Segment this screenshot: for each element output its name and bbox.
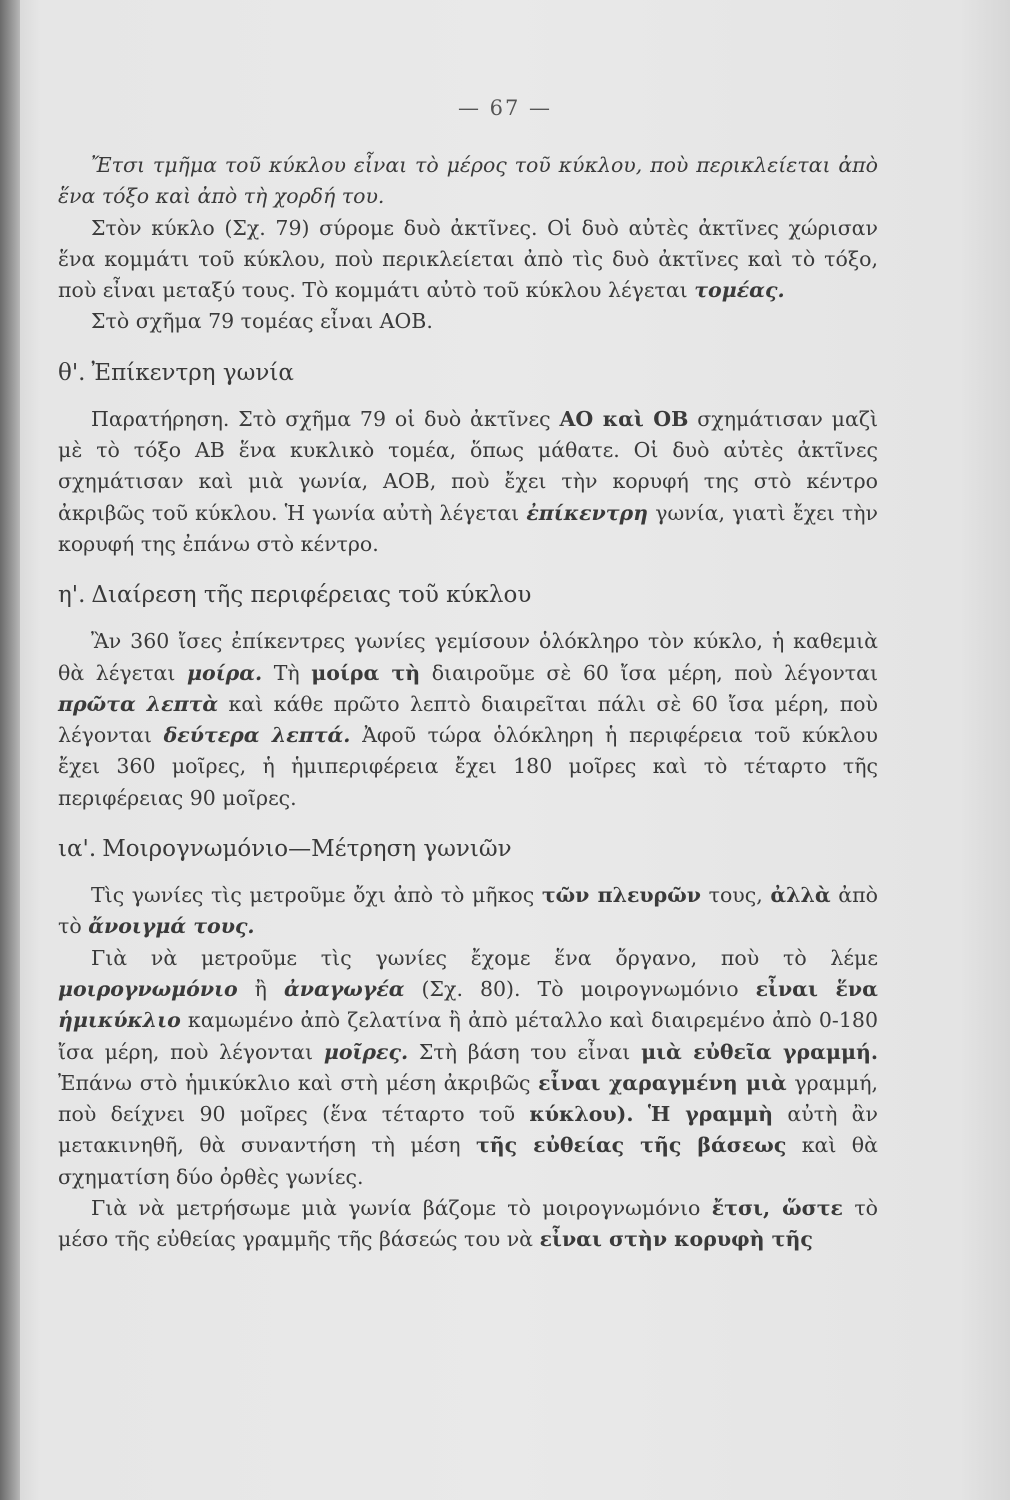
section-title: Μοιρογνωμόνιο—Μέτρηση γωνιῶν (102, 836, 512, 863)
paragraph-text: τὸ μέσο τῆς εὐθείας γραμμῆς τῆς βάσεώς του νὰ (58, 1196, 878, 1252)
paragraph-text: γωνία, γιατὶ ἔχει τὴν κορυφή της ἐπάνω στὸ κέντρο. (58, 500, 878, 556)
bold-text: Ἡ γραμμὴ (647, 1102, 774, 1127)
paragraph-text: σχημάτισαν μαζὶ μὲ τὸ τόξο ΑΒ ἕνα κυκλικὸ τομέα, ὅπως μάθατε. Οἱ δυὸ αὐτὲς ἀκτῖνες σχημάτισαν καὶ μιὰ γωνία, ΑΟΒ, ποὺ ἔχει τὴν κορυφή της στὸ κέντρο ἀκριβῶς τοῦ κύκλου. Ἡ γωνία αὐτὴ λέγεται (58, 406, 878, 525)
paragraph-text: τους, (708, 883, 763, 908)
term-degrees: μοῖρες. (323, 1039, 409, 1064)
term-minutes: πρῶτα λεπτὰ (58, 691, 219, 716)
term-degree: μοίρα. (187, 660, 263, 685)
paragraph-text: Τὶς γωνίες τὶς μετροῦμε ὄχι ἀπὸ τὸ μῆκος (91, 883, 535, 908)
paragraph-text: αὐτὴ ἂν μετακινηθῆ, θὰ συναντήση τὴ μέση (58, 1102, 878, 1158)
section-number: θ'. (58, 359, 86, 386)
paragraph-text: καὶ θὰ σχηματίση δύο ὀρθὲς γωνίες. (58, 1133, 878, 1189)
paragraph-segment-definition (58, 150, 878, 213)
section-heading-protractor (58, 834, 878, 864)
bold-text: ἀλλὰ (770, 883, 831, 908)
paragraph-text: Στὸ σχῆμα 79 οἱ δυὸ ἀκτῖνες (238, 406, 551, 431)
page-body (58, 150, 878, 1256)
paragraph-text: καὶ κάθε πρῶτο λεπτὸ διαιρεῖται πάλι σὲ 60 ἴσα μέρη, ποὺ λέγονται (58, 691, 878, 748)
bold-text: τῶν πλευρῶν (541, 883, 702, 908)
bold-text: τῆς εὐθείας τῆς βάσεως (475, 1133, 787, 1158)
bold-text: ΑΟ καὶ ΟΒ (559, 406, 689, 431)
paragraph-text: (Σχ. 80). Τὸ μοιρογνωμόνιο (421, 976, 739, 1001)
paragraph-text: ἀπὸ τὸ (58, 883, 878, 939)
section-number: ια'. (58, 836, 97, 863)
term-sector: τομέας. (694, 278, 785, 303)
paragraph-text: Ἔτσι τμῆμα τοῦ κύκλου εἶναι τὸ μέρος τοῦ κύκλου, ποὺ περικλείεται ἀπὸ ἕνα τόξο καὶ ἀπὸ τὴ χορδή του. (58, 153, 878, 209)
bold-text: μιὰ εὐθεῖα γραμμή. (641, 1039, 879, 1064)
paragraph-text: Ἀφοῦ τώρα ὁλόκληρη ἡ περιφέρεια τοῦ κύκλου ἔχει 360 μοῖρες, ἡ ἡμιπεριφέρεια ἔχει 180 μοῖρες καὶ τὸ τέταρτο τῆς περιφέρειας 90 μοῖρες. (58, 723, 878, 810)
paragraph-text: Γιὰ νὰ μετρήσωμε μιὰ γωνία βάζομε τὸ μοιρογνωμόνιο (91, 1196, 701, 1221)
paragraph-sector-intro (58, 213, 878, 307)
paragraph-text: Ἂν 360 ἴσες ἐπίκεντρες γωνίες γεμίσουν ὁλόκληρο τὸν κύκλο, ἡ καθεμιὰ θὰ λέγεται (58, 629, 878, 685)
term-seconds: δεύτερα λεπτά. (163, 723, 351, 748)
bold-text: εἶναι χαραγμένη μιὰ (538, 1070, 787, 1095)
bold-text: μοίρα τὴ (311, 660, 421, 685)
paragraph-sector-example: Στὸ σχῆμα 79 τομέας εἶναι ΑΟΒ. (91, 309, 433, 334)
paragraph-text: γραμμή, ποὺ δείχνει 90 μοῖρες (ἕνα τέταρτο τοῦ (58, 1070, 878, 1127)
bold-text: ἔτσι, ὥστε (711, 1196, 843, 1221)
paragraph-text: Ἐπάνω στὸ ἡμικύκλιο καὶ στὴ μέση ἀκριβῶς (58, 1070, 531, 1095)
section-title: Ἐπίκεντρη γωνία (91, 359, 294, 386)
paragraph-how-to-measure (58, 1193, 878, 1256)
paragraph-text: διαιροῦμε σὲ 60 ἴσα μέρη, ποὺ λέγονται (431, 660, 878, 685)
term-opening: ἄνοιγμά τους. (88, 914, 255, 939)
paragraph-text: Γιὰ νὰ μετροῦμε τὶς γωνίες ἔχομε ἕνα ὄργανο, ποὺ τὸ λέμε (91, 945, 878, 970)
page-number: — 67 — (457, 96, 553, 120)
lead-word: Παρατήρηση. (91, 406, 230, 431)
section-heading-circle-division (58, 580, 878, 610)
page-binding-edge (0, 0, 20, 1500)
paragraph-circle-division (58, 626, 878, 814)
paragraph-text: Τὴ (273, 660, 300, 685)
paragraph-central-angle (58, 404, 878, 560)
section-number: η'. (58, 582, 86, 609)
paragraph-protractor-description (58, 943, 878, 1193)
paragraph-angle-measure (58, 880, 878, 943)
paragraph-text: Στὸν κύκλο (Σχ. 79) σύρομε δυὸ ἀκτῖνες. Οἱ δυὸ αὐτὲς ἀκτῖνες χώρισαν ἕνα κομμάτι τοῦ κύκλου, ποὺ περικλείεται ἀπὸ τὶς δυὸ ἀκτῖνες καὶ τὸ τόξο, ποὺ εἶναι μεταξύ τους. Τὸ κομμάτι αὐτὸ τοῦ κύκλου λέγεται (58, 215, 878, 303)
paragraph-text: Στὴ βάση του εἶναι (418, 1039, 631, 1064)
section-title: Διαίρεση τῆς περιφέρειας τοῦ κύκλου (91, 582, 532, 609)
bold-text: εἶναι ἕνα (755, 976, 878, 1001)
term-semicircle: ἡμικύκλιο (58, 1008, 181, 1033)
term-protractor-alt: ἀναγωγέα (283, 976, 405, 1001)
paragraph-text: ἢ (254, 976, 267, 1001)
bold-text: εἶναι στὴν κορυφὴ τῆς (539, 1227, 813, 1252)
term-protractor: μοιρογνωμόνιο (58, 976, 238, 1001)
section-heading-central-angle (58, 358, 878, 388)
paragraph-text: καμωμένο ἀπὸ ζελατίνα ἢ ἀπὸ μέταλλο καὶ διαιρεμένο ἀπὸ 0-180 ἴσα μέρη, ποὺ λέγονται (58, 1008, 878, 1064)
bold-text: κύκλου). (529, 1102, 634, 1127)
term-central-angle: ἐπίκεντρη (526, 500, 649, 525)
